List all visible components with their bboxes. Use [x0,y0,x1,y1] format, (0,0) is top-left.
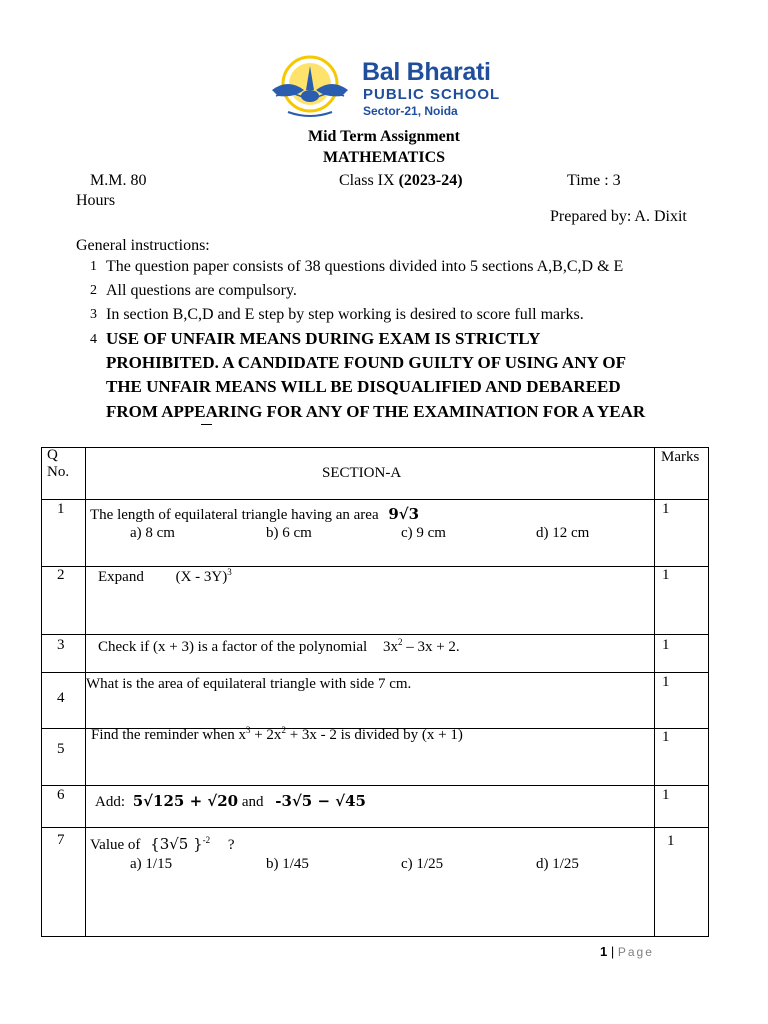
exponent: 2 [281,725,286,735]
table-border [41,447,42,937]
math-expression: -3√5 − √45 [275,792,366,810]
question-number: 7 [57,832,65,848]
exponent: -2 [202,835,211,845]
page-separator: | [610,944,615,959]
instruction-number: 1 [90,259,97,274]
unfair-means-line: THE UNFAIR MEANS WILL BE DISQUALIFIED AND DEBAREED [106,377,621,396]
option-b: b) 1/45 [266,856,309,872]
question-stem-rest: + 3x - 2 is divided by (x + 1) [285,727,463,743]
table-border [41,785,709,786]
instruction-item: The question paper consists of 38 questions divided into 5 sections A,B,C,D & E [106,258,624,275]
question-mark: ? [227,837,235,853]
subject-title: MATHEMATICS [322,149,446,166]
marks-value: 1 [662,729,670,745]
col-header-marks: Marks [661,449,700,465]
marks-value: 1 [662,674,670,690]
class-label: Class IX [339,172,395,189]
session-label: (2023-24) [398,172,463,189]
table-border [708,447,709,937]
question-expression-rest: – 3x + 2. [402,639,460,655]
exponent: 3 [227,567,232,577]
table-border [41,672,709,673]
page-footer [600,944,654,959]
question-stem: Value of [90,837,141,853]
option-c: c) 1/25 [401,856,444,872]
table-border [41,936,709,937]
question-number: 2 [57,567,65,583]
option-a: a) 8 cm [130,525,175,541]
marks-value: 1 [662,787,670,803]
option-c: c) 9 cm [401,525,446,541]
page-number: 1 [600,944,608,959]
class-info [339,172,463,190]
time-label: Time : 3 [567,172,621,189]
col-header-no: No. [47,464,70,480]
section-heading: SECTION-A [322,465,402,481]
marks-value: 1 [667,833,675,849]
instruction-number: 4 [90,332,97,347]
instruction-number: 3 [90,307,97,322]
question-number: 1 [57,501,65,517]
option-a: a) 1/15 [130,856,173,872]
question-text: What is the area of equilateral triangle with side 7 cm. [86,676,412,692]
math-expression: 5√125 + √20 [132,792,239,810]
question-text [98,639,460,656]
underline-mark [201,424,212,425]
school-subtitle: PUBLIC SCHOOL [363,86,501,103]
table-border [41,499,709,500]
table-border [41,827,709,828]
question-text [90,505,419,524]
instruction-item: In section B,C,D and E step by step working is desired to score full marks. [106,306,584,323]
questions-table [41,447,709,937]
marks-value: 1 [662,501,670,517]
table-border [41,447,709,448]
question-text [98,569,232,586]
max-marks: M.M. 80 [90,172,147,189]
school-location: Sector-21, Noida [363,104,458,118]
question-number: 6 [57,787,65,803]
question-stem-mid: + 2x [250,727,282,743]
question-stem: The length of equilateral triangle having an area [90,507,379,523]
question-number: 5 [57,741,65,757]
table-border [654,447,655,937]
unfair-means-line: PROHIBITED. A CANDIDATE FOUND GUILTY OF USING ANY OF [106,353,626,372]
option-b: b) 6 cm [266,525,312,541]
option-d: d) 1/25 [536,856,579,872]
question-stem: Check if (x + 3) is a factor of the polynomial [98,639,368,655]
option-d: d) 12 cm [536,525,590,541]
exponent: 2 [397,637,403,647]
col-header-q: Q [47,447,58,463]
question-number: 4 [57,690,65,706]
question-text [95,792,366,811]
instructions-heading: General instructions: [76,237,210,254]
school-name: Bal Bharati [362,58,491,86]
table-border [41,566,709,567]
question-text [90,835,235,854]
exponent: 3 [245,725,251,735]
math-expression: {3√5 } [150,835,203,853]
math-expression: 9√3 [388,505,420,523]
question-expression: (X - 3Y) [175,569,228,585]
marks-value: 1 [662,567,670,583]
prepared-by: Prepared by: A. Dixit [550,208,687,225]
question-expression: 3x [382,639,398,655]
unfair-means-line: USE OF UNFAIR MEANS DURING EXAM IS STRICTLY [106,329,541,348]
hours-label: Hours [76,192,116,209]
table-border [41,634,709,635]
instruction-item: All questions are compulsory. [106,282,297,299]
question-stem: Expand [98,569,144,585]
question-connector: and [238,794,264,810]
unfair-means-line: FROM APPEARING FOR ANY OF THE EXAMINATION FOR A YEAR [106,402,646,421]
question-stem: Find the reminder when x [91,727,246,743]
marks-value: 1 [662,637,670,653]
question-stem: Add: [95,794,125,810]
question-text [91,727,463,744]
assignment-title: Mid Term Assignment [307,128,460,145]
page-word: Page [617,945,654,959]
question-number: 3 [57,637,65,653]
instruction-number: 2 [90,283,97,298]
